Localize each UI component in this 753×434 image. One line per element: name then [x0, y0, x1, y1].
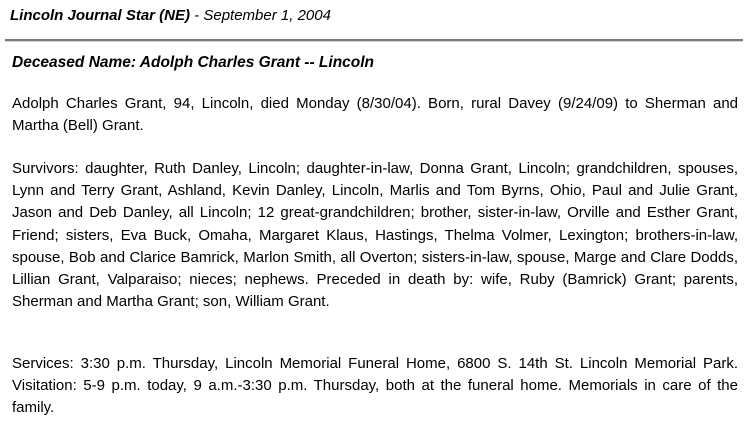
intro-paragraph: Adolph Charles Grant, 94, Lincoln, died Monday (8/30/04). Born, rural Davey (9/24/09) to Sherman and Martha (Bell) Grant.	[12, 95, 738, 135]
header-separator: -	[190, 7, 204, 24]
newspaper-name: Lincoln Journal Star (NE)	[10, 7, 191, 24]
deceased-heading: Deceased Name: Adolph Charles Grant -- Lincoln	[12, 54, 375, 71]
services-paragraph: Services: 3:30 p.m. Thursday, Lincoln Memorial Funeral Home, 6800 S. 14th St. Lincoln Memorial Park. Visitation: 5-9 p.m. today, 9 a.m.-3:30 p.m. Thursday, both at the funeral home. Memorials in care of the family.	[12, 355, 738, 417]
publication-header	[10, 7, 331, 24]
publication-date: September 1, 2004	[203, 7, 331, 24]
survivors-paragraph: Survivors: daughter, Ruth Danley, Lincoln; daughter-in-law, Donna Grant, Lincoln; grandchildren, spouses, Lynn and Terry Grant, Ashland, Kevin Danley, Lincoln, Marlis and Tom Byrns, Ohio, Paul and Julie Grant, Jason and Deb Danley, all Lincoln; 12 great-grandchildren; brother, sister-in-law, Orville and Esther Grant, Friend; sisters, Eva Buck, Omaha, Margaret Klaus, Hastings, Thelma Volmer, Lexington; brothers-in-law, spouse, Bob and Clarice Bamrick, Marlon Smith, all Overton; sisters-in-law, spouse, Marge and Clare Dodds, Lillian Grant, Valparaiso; nieces; nephews. Preceded in death by: wife, Ruby (Bamrick) Grant; parents, Sherman and Martha Grant; son, William Grant.	[12, 160, 738, 311]
header-divider	[5, 39, 743, 42]
